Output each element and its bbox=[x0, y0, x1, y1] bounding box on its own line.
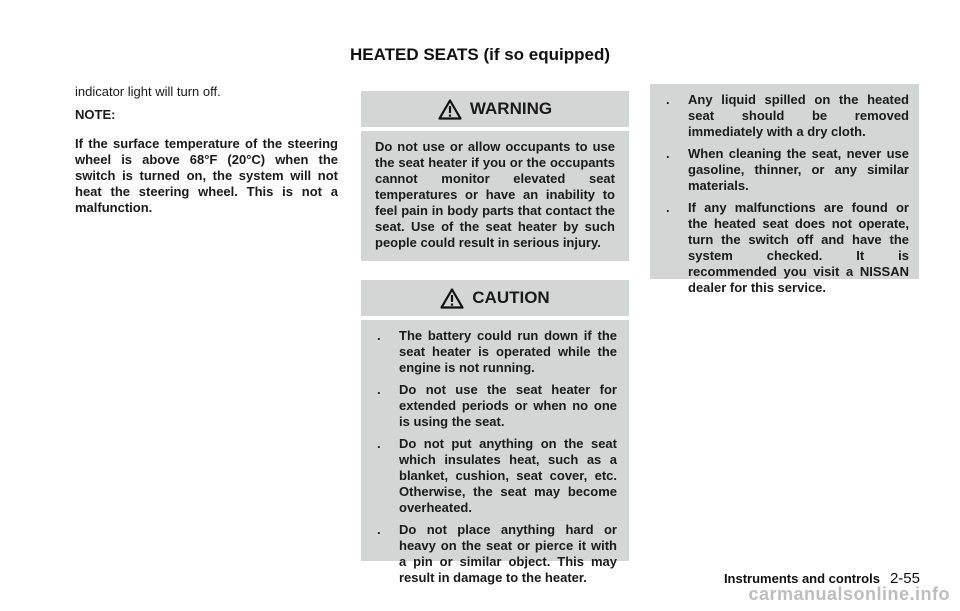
caution-box bbox=[361, 280, 629, 585]
caution-continued-box bbox=[650, 84, 919, 295]
warning-triangle-icon bbox=[440, 288, 464, 309]
warning-text: Do not use or allow occupants to use the seat heater if you or the occupants cannot monitor elevated seat temperatures or have an inability to feel pain in body parts that contact the seat. Use of the seat heater by such people could result in serious injury. bbox=[375, 139, 615, 250]
page-number: 2-55 bbox=[889, 570, 920, 587]
note-label: NOTE: bbox=[75, 107, 116, 122]
warning-triangle-icon bbox=[438, 99, 462, 120]
list-item: . Do not use the seat heater for extended periods or when no one is using the seat. bbox=[377, 382, 617, 429]
warning-box bbox=[361, 91, 629, 261]
caution-list bbox=[375, 328, 617, 586]
list-item: . Do not put anything on the seat which insulates heat, such as a blanket, cushion, seat cover, etc. Otherwise, the seat may become overheated. bbox=[377, 436, 617, 515]
caution-continued-list bbox=[664, 92, 909, 296]
left-column bbox=[75, 84, 338, 229]
list-item: . If any malfunctions are found or the heated seat does not operate, turn the switch off and have the system checked. It is recommended you visit a NISSAN dealer for this service. bbox=[666, 200, 909, 295]
caution-header bbox=[361, 280, 629, 316]
watermark: carmanualsonline.info bbox=[748, 584, 950, 604]
intro-text: indicator light will turn off. bbox=[75, 84, 221, 99]
section-name: Instruments and controls bbox=[723, 571, 880, 586]
list-item: . Do not place anything hard or heavy on the seat or pierce it with a pin or similar object. This may result in damage to the heater. bbox=[377, 522, 617, 585]
list-item: . Any liquid spilled on the heated seat should be removed immediately with a dry cloth. bbox=[666, 92, 909, 139]
caution-title: CAUTION bbox=[472, 288, 550, 307]
list-item: . When cleaning the seat, never use gasoline, thinner, or any similar materials. bbox=[666, 146, 909, 193]
warning-header bbox=[361, 91, 629, 127]
note-text: If the surface temperature of the steering wheel is above 68°F (20°C) when the switch is turned on, the system will not heat the steering wheel. This is not a malfunction. bbox=[75, 136, 338, 215]
page-title: HEATED SEATS (if so equipped) bbox=[349, 45, 611, 64]
list-item: . The battery could run down if the seat heater is operated while the engine is not running. bbox=[377, 328, 617, 375]
warning-title: WARNING bbox=[469, 99, 553, 118]
